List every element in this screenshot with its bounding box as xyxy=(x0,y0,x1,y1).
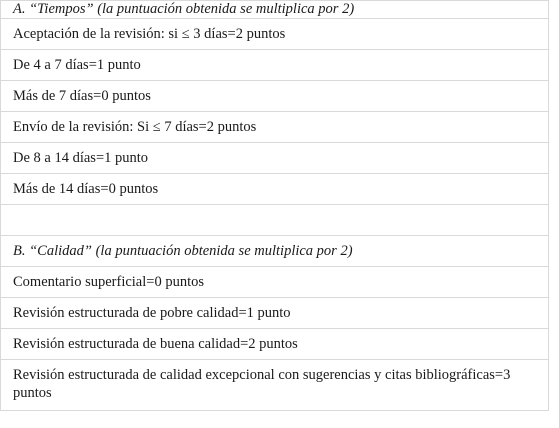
criterion-text: Aceptación de la revisión: si ≤ 3 días=2 puntos xyxy=(1,19,549,50)
criterion-text: Comentario superficial=0 puntos xyxy=(1,267,549,298)
table-row xyxy=(1,112,549,143)
criterion-text: De 8 a 14 días=1 punto xyxy=(1,143,549,174)
criterion-text: De 4 a 7 días=1 punto xyxy=(1,50,549,81)
criterion-text: Revisión estructurada de calidad excepcional con sugerencias y citas bibliográficas=3 puntos xyxy=(1,360,549,411)
section-a-heading-row xyxy=(1,1,549,19)
table-row xyxy=(1,50,549,81)
criterion-text: Más de 14 días=0 puntos xyxy=(1,174,549,205)
criterion-text: Revisión estructurada de buena calidad=2 puntos xyxy=(1,329,549,360)
table-row xyxy=(1,267,549,298)
table-row xyxy=(1,174,549,205)
table-row xyxy=(1,298,549,329)
spacer-row xyxy=(1,205,549,236)
table-row xyxy=(1,329,549,360)
table-row xyxy=(1,19,549,50)
criterion-text: Envío de la revisión: Si ≤ 7 días=2 puntos xyxy=(1,112,549,143)
section-b-heading-row xyxy=(1,236,549,267)
table-row xyxy=(1,81,549,112)
section-b-heading: B. “Calidad” (la puntuación obtenida se multiplica por 2) xyxy=(1,236,549,267)
section-a-heading: A. “Tiempos” (la puntuación obtenida se multiplica por 2) xyxy=(1,1,549,19)
table-row xyxy=(1,143,549,174)
criterion-text: Revisión estructurada de pobre calidad=1 punto xyxy=(1,298,549,329)
empty-cell xyxy=(1,205,549,236)
table-row xyxy=(1,360,549,411)
criterion-text: Más de 7 días=0 puntos xyxy=(1,81,549,112)
